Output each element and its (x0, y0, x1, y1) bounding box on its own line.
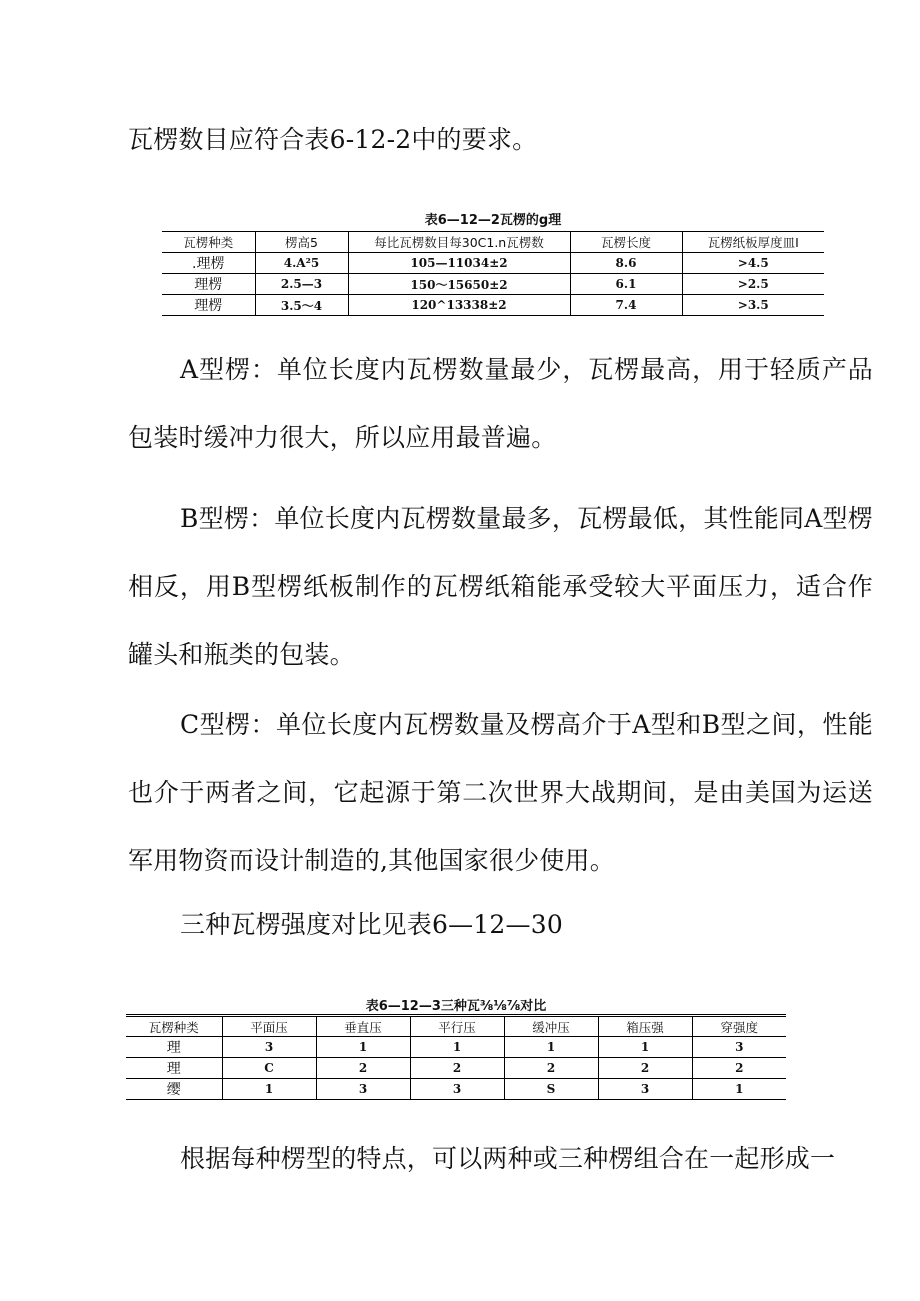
table-cell: 6.1 (570, 274, 682, 295)
table-cell: 3 (316, 1079, 410, 1100)
table-cell: S (504, 1079, 598, 1100)
table-cell: 3 (410, 1079, 504, 1100)
table-cell: 1 (222, 1079, 316, 1100)
table2-header-cell: 平行压 (410, 1017, 504, 1037)
table1-caption: 表6—12—2瓦楞的g理 (424, 213, 562, 228)
table2-caption-rule (126, 1014, 786, 1015)
table-cell: 7.4 (570, 295, 682, 316)
table1-header-row (162, 232, 824, 253)
table2-header-cell: 垂直压 (316, 1017, 410, 1037)
table2-header-cell: 穿强度 (692, 1017, 786, 1037)
table1-header-cell: 每比瓦楞数目每30C1.n瓦楞数 (348, 232, 570, 253)
table1-header-cell: 瓦楞种类 (162, 232, 255, 253)
paragraph-intro: 瓦楞数目应符合表6-12-2中的要求。 (128, 125, 538, 154)
table-cell: 8.6 (570, 253, 682, 274)
table-cell: 理 (126, 1058, 222, 1079)
paragraph-b-type: B型楞：单位长度内瓦楞数量最多，瓦楞最低，其性能同A型楞相反，用B型楞纸板制作的瓦楞纸箱能承受较大平面压力，适合作罐头和瓶类的包装。 (128, 504, 873, 669)
table-cell: 4.A²5 (255, 253, 348, 274)
table-cell: 1 (316, 1037, 410, 1058)
paragraph-closing: 根据每种楞型的特点，可以两种或三种楞组合在一起形成一 (180, 1144, 836, 1173)
table-cell: 2 (598, 1058, 692, 1079)
table2-caption: 表6—12—3三种瓦⅜⅛⅞对比 (365, 999, 547, 1014)
table-row (162, 295, 824, 316)
table-cell: 3.5～4 (255, 295, 348, 316)
table2-header-cell: 平面压 (222, 1017, 316, 1037)
table-row (162, 253, 824, 274)
table-cell: 2 (504, 1058, 598, 1079)
table-cell: 2.5—3 (255, 274, 348, 295)
table-cell: 105—11034±2 (348, 253, 570, 274)
table-cell: 1 (735, 1082, 744, 1096)
table-row (126, 1058, 786, 1079)
table1-header-cell: 楞高5 (255, 232, 348, 253)
table-cell: 理 (126, 1037, 222, 1058)
table-cell: 缨 (126, 1079, 222, 1100)
table-row (126, 1037, 786, 1058)
table-cell: 1 (504, 1037, 598, 1058)
table-cell: >2.5 (682, 274, 824, 295)
table-cell: 1 (598, 1037, 692, 1058)
table-row (126, 1079, 786, 1100)
table-cell: 2 (316, 1058, 410, 1079)
strength-compare-table (126, 1016, 786, 1100)
table-cell: 理楞 (162, 274, 255, 295)
paragraph-a-type: A型楞：单位长度内瓦楞数量最少，瓦楞最高，用于轻质产品包装时缓冲力很大，所以应用最普遍。 (128, 355, 873, 452)
table-cell: 2 (410, 1058, 504, 1079)
table-cell: 2 (692, 1058, 786, 1079)
table2-header-cell: 瓦楞种类 (126, 1017, 222, 1037)
table-cell: 3 (692, 1037, 786, 1058)
paragraph-c-type: C型楞：单位长度内瓦楞数量及楞高介于A型和B型之间，性能也介于两者之间，它起源于第二次世界大战期间，是由美国为运送军用物资而设计制造的,其他国家很少使用。 (128, 710, 873, 875)
table-cell: 理楞 (162, 295, 255, 316)
table-cell: 3 (598, 1079, 692, 1100)
paragraph-compare: 三种瓦楞强度对比见表6—12—30 (180, 910, 563, 939)
table-cell: 120^13338±2 (348, 295, 570, 316)
table-cell: .理楞 (162, 253, 255, 274)
flute-spec-table (162, 231, 824, 316)
table-cell: 1 (410, 1037, 504, 1058)
table2-header-cell: 箱压强 (598, 1017, 692, 1037)
table-cell: >3.5 (737, 298, 769, 312)
table1-header-cell: 瓦楞长度 (570, 232, 682, 253)
table-cell: C (222, 1058, 316, 1079)
table2-header-cell: 缓冲压 (504, 1017, 598, 1037)
table-cell: >4.5 (682, 253, 824, 274)
table-cell: 150～15650±2 (348, 274, 570, 295)
table-row (162, 274, 824, 295)
table2-header-row (126, 1017, 786, 1037)
table-cell: 3 (222, 1037, 316, 1058)
table1-header-cell: 瓦楞纸板厚度皿I (682, 232, 824, 253)
